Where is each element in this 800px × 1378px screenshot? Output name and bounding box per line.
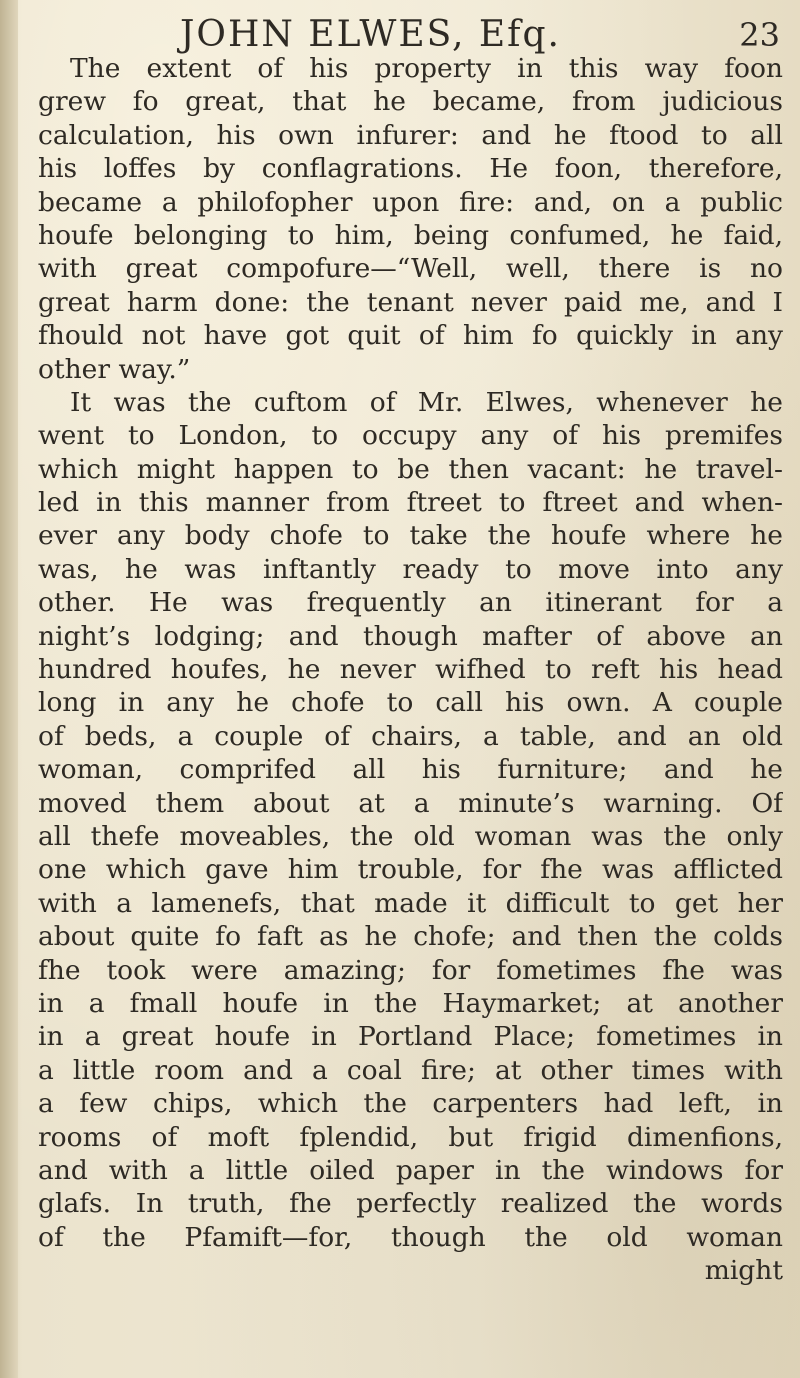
text-line: woman, comprifed all his furniture; and he — [38, 754, 783, 786]
text-line: calculation, his own infurer: and he ftood to all — [38, 119, 783, 151]
text-line: all thefe moveables, the old woman was the only — [38, 820, 783, 852]
text-line: became a philofopher upon fire: and, on a public — [38, 186, 783, 218]
text-line: one which gave him trouble, for fhe was afflicted — [38, 854, 783, 886]
text-line: was, he was inftantly ready to move into any — [38, 553, 783, 585]
text-line: hundred houfes, he never wifhed to reft his head — [38, 654, 783, 686]
text-line: night’s lodging; and though mafter of above an — [38, 620, 783, 652]
text-line: houfe belonging to him, being confumed, he faid, — [38, 219, 783, 251]
running-head: JOHN ELWES, Efq. — [180, 14, 561, 55]
text-line: a few chips, which the carpenters had left, in — [38, 1088, 783, 1120]
text-line: of the Pfamift—for, though the old woman — [38, 1221, 783, 1253]
catchword: might — [704, 1255, 783, 1287]
text-line: and with a little oiled paper in the windows for — [38, 1154, 783, 1186]
text-line: other. He was frequently an itinerant for a — [38, 587, 783, 619]
body-text — [38, 52, 783, 1287]
text-line: fhe took were amazing; for fometimes fhe was — [38, 954, 783, 986]
text-line: led in this manner from ftreet to ftreet and when- — [38, 487, 783, 519]
text-line: grew fo great, that he became, from judicious — [38, 86, 783, 118]
text-line: glafs. In truth, fhe perfectly realized the words — [38, 1188, 783, 1220]
page-number: 23 — [739, 16, 780, 54]
text-line: ever any body chofe to take the houfe where he — [38, 520, 783, 552]
text-line: with great compofure—“Well, well, there is no — [38, 253, 783, 285]
text-line: with a lamenefs, that made it difficult to get her — [38, 887, 783, 919]
text-line: moved them about at a minute’s warning. Of — [38, 787, 783, 819]
text-line: great harm done: the tenant never paid me, and I — [38, 286, 783, 318]
text-line: in a great houfe in Portland Place; fometimes in — [38, 1021, 783, 1053]
text-line: It was the cuftom of Mr. Elwes, whenever he — [70, 386, 783, 418]
text-line: other way.” — [38, 353, 191, 385]
text-line: his loffes by conflagrations. He foon, therefore, — [38, 153, 783, 185]
text-line: fhould not have got quit of him fo quickly in any — [38, 320, 783, 352]
text-line: long in any he chofe to call his own. A couple — [38, 687, 783, 719]
text-line: The extent of his property in this way foon — [70, 53, 783, 84]
text-line: which might happen to be then vacant: he travel- — [38, 453, 783, 485]
text-line: went to London, to occupy any of his premifes — [38, 420, 783, 452]
text-line: about quite fo faft as he chofe; and then the colds — [38, 921, 783, 953]
page-gutter — [0, 0, 18, 1378]
text-line: in a fmall houfe in the Haymarket; at another — [38, 987, 783, 1019]
text-line: a little room and a coal fire; at other times with — [38, 1054, 783, 1086]
text-line: of beds, a couple of chairs, a table, and an old — [38, 720, 783, 752]
text-line: rooms of moft fplendid, but frigid dimenfions, — [38, 1121, 783, 1153]
